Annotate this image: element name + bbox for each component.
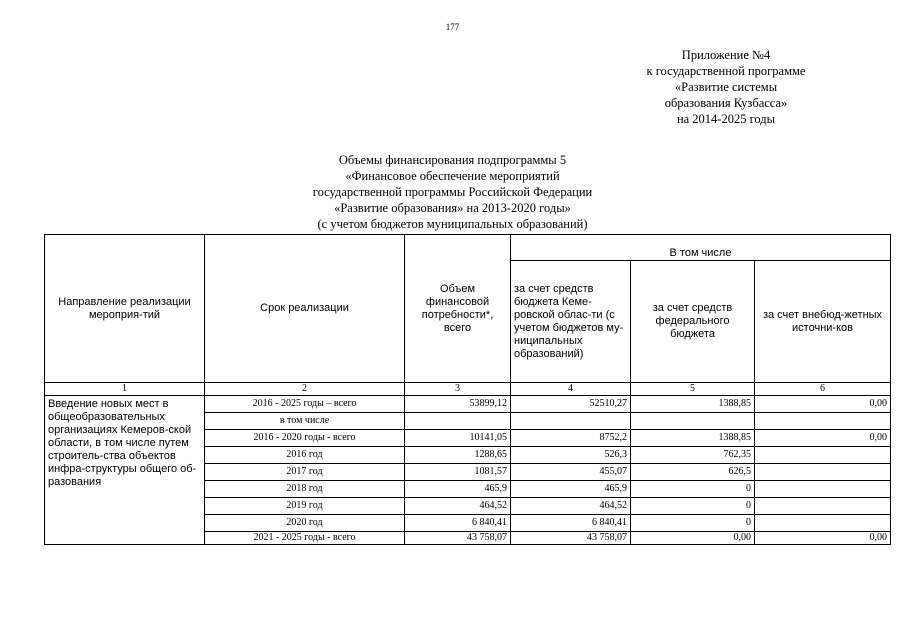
federal-cell: 1388,85 [631, 430, 755, 447]
column-number: 1 [45, 383, 205, 396]
column-number: 3 [405, 383, 511, 396]
column-number: 2 [205, 383, 405, 396]
header-period: Срок реализации [205, 235, 405, 383]
offbudget-cell: 0,00 [755, 532, 891, 545]
regional-cell [511, 413, 631, 430]
direction-cell: Введение новых мест в общеобразовательных организациях Кемеров-ской области, в том числе путем строитель-ства объектов инфра-структуры общего об-разования [45, 396, 205, 545]
total-cell: 1081,57 [405, 464, 511, 481]
document-title [250, 152, 655, 232]
offbudget-cell [755, 498, 891, 515]
total-cell: 1288,65 [405, 447, 511, 464]
page-number: 177 [445, 22, 460, 32]
regional-cell: 8752,2 [511, 430, 631, 447]
column-number: 4 [511, 383, 631, 396]
title-line: Объемы финансирования подпрограммы 5 [338, 153, 567, 167]
regional-cell: 43 758,07 [511, 532, 631, 545]
period-cell: 2017 год [205, 464, 405, 481]
header-total: Объем финансовой потребности*, всего [405, 235, 511, 383]
header-federal: за счет средств федерального бюджета [631, 261, 755, 383]
total-cell [405, 413, 511, 430]
title-line: «Развитие образования» на 2013-2020 годы» [334, 201, 571, 215]
offbudget-cell [755, 413, 891, 430]
period-cell: 2016 - 2020 годы - всего [205, 430, 405, 447]
regional-cell: 526,3 [511, 447, 631, 464]
period-cell: 2016 - 2025 годы – всего [205, 396, 405, 413]
column-number: 5 [631, 383, 755, 396]
total-cell: 6 840,41 [405, 515, 511, 532]
federal-cell: 626,5 [631, 464, 755, 481]
federal-cell: 0,00 [631, 532, 755, 545]
regional-cell: 464,52 [511, 498, 631, 515]
offbudget-cell [755, 515, 891, 532]
title-line: государственной программы Российской Федерации [312, 185, 593, 199]
federal-cell: 0 [631, 481, 755, 498]
period-cell: в том числе [205, 413, 405, 430]
header-including: В том числе [511, 235, 891, 261]
appendix-line: «Развитие системы [674, 80, 778, 94]
federal-cell: 762,35 [631, 447, 755, 464]
appendix-line: на 2014-2025 годы [676, 112, 776, 126]
federal-cell: 0 [631, 515, 755, 532]
total-cell: 464,52 [405, 498, 511, 515]
period-cell: 2018 год [205, 481, 405, 498]
table-row [45, 396, 891, 413]
federal-cell: 0 [631, 498, 755, 515]
appendix-note [620, 47, 832, 127]
offbudget-cell [755, 481, 891, 498]
total-cell: 465,9 [405, 481, 511, 498]
appendix-line: к государственной программе [646, 64, 806, 78]
appendix-line: образования Кузбасса» [664, 96, 788, 110]
regional-cell: 465,9 [511, 481, 631, 498]
period-cell: 2020 год [205, 515, 405, 532]
title-line: (с учетом бюджетов муниципальных образований) [317, 217, 588, 231]
federal-cell: 1388,85 [631, 396, 755, 413]
federal-cell [631, 413, 755, 430]
offbudget-cell: 0,00 [755, 396, 891, 413]
period-cell: 2016 год [205, 447, 405, 464]
column-number: 6 [755, 383, 891, 396]
financing-table [44, 234, 891, 545]
period-cell: 2019 год [205, 498, 405, 515]
total-cell: 10141,05 [405, 430, 511, 447]
total-cell: 53899,12 [405, 396, 511, 413]
offbudget-cell [755, 447, 891, 464]
header-direction: Направление реализации мероприя-тий [45, 235, 205, 383]
title-line: «Финансовое обеспечение мероприятий [345, 169, 560, 183]
offbudget-cell [755, 464, 891, 481]
header-regional: за счет средств бюджета Кеме-ровской облас-ти (с учетом бюджетов му-ниципальных образований) [511, 261, 631, 383]
period-cell: 2021 - 2025 годы - всего [205, 532, 405, 545]
regional-cell: 6 840,41 [511, 515, 631, 532]
appendix-line: Приложение №4 [681, 48, 771, 62]
offbudget-cell: 0,00 [755, 430, 891, 447]
header-offbudget: за счет внебюд-жетных источни-ков [755, 261, 891, 383]
regional-cell: 52510,27 [511, 396, 631, 413]
total-cell: 43 758,07 [405, 532, 511, 545]
regional-cell: 455,07 [511, 464, 631, 481]
